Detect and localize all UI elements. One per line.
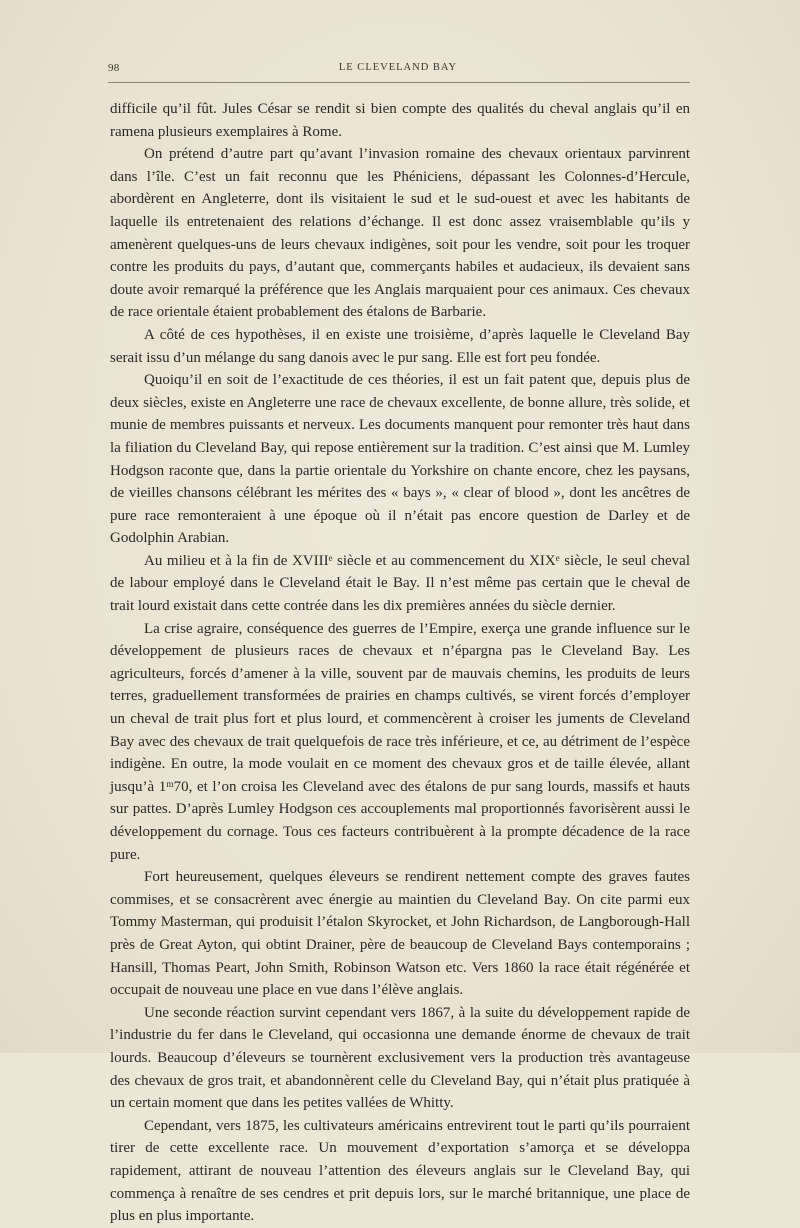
running-title: LE CLEVELAND BAY [338,62,458,73]
page-number: 98 [108,62,120,74]
body-text [110,98,690,1228]
paragraph: Quoiqu’il en soit de l’exactitude de ces théories, il est un fait patent que, depuis plus de deux siècles, existe en Angleterre une race de chevaux excellente, de bonne allure, très solide, et munie de membres puissants et nerveux. Les documents manquent pour remonter très haut dans la filiation du Cleveland Bay, qui repose entièrement sur la tradition. C’est ainsi que M. Lumley Hodgson raconte que, dans la partie orientale du Yorkshire on chante encore, chez les paysans, de vieilles chansons célébrant les mérites des « bays », « clear of blood », dont les ancêtres de pure race remonteraient à une époque où il n’était pas encore question de Darley et de Godolphin Arabian. [110,372,690,547]
paragraph: A côté de ces hypothèses, il en existe une troisième, d’après laquelle le Cleveland Bay serait issu d’un mélange du sang danois avec le pur sang. Elle est fort peu fondée. [110,326,690,366]
paragraph: Fort heureusement, quelques éleveurs se rendirent nettement compte des graves fautes commises, et se consacrèrent avec énergie au maintien du Cleveland Bay. On cite parmi eux Tommy Masterman, qui produisit l’étalon Skyrocket, et John Richardson, de Langborough-Hall près de Great Ayton, qui obtint Drainer, père de beaucoup de Cleveland Bays contemporains ; Hansill, Thomas Peart, John Smith, Robinson Watson etc. Vers 1860 la race était régénérée et occupait de nouveau une place en vue dans l’élève anglais. [110,869,690,999]
paragraph: Au milieu et à la fin de XVIIIᵉ siècle et au commencement du XIXᵉ siècle, le seul cheval de labour employé dans le Cleveland était le Bay. Il n’est même pas certain que le cheval de trait lourd existait dans cette contrée dans les dix premières années du siècle dernier. [110,552,690,615]
header-rule [108,82,690,83]
paragraph: difficile qu’il fût. Jules César se rendit si bien compte des qualités du cheval anglais qu’il en ramena plusieurs exemplaires à Rome. [110,101,690,140]
paragraph: On prétend d’autre part qu’avant l’invasion romaine des chevaux orientaux parvinrent dans l’île. C’est un fait reconnu que les Phéniciens, dépassant les Colonnes-d’Hercule, abordèrent en Angleterre, dont ils visitaient le sud et le sud-ouest et avec les habitants de laquelle ils entretenaient des relations d’échange. Il est donc assez vraisemblable qu’ils y amenèrent quelques-uns de leurs chevaux indigènes, soit pour les vendre, soit pour les troquer contre les produits du pays, d’autant que, commerçants habiles et audacieux, ils devaient sans doute avoir remarqué la préférence que les Anglais marquaient pour ces animaux. Ces chevaux de race orientale étaient probablement des étalons de Barbarie. [110,146,690,321]
paragraph: La crise agraire, conséquence des guerres de l’Empire, exerça une grande influence sur le développement de plusieurs races de chevaux et n’épargna pas le Cleveland Bay. Les agriculteurs, forcés d’amener à la ville, souvent par de mauvais chemins, les produits de leurs terres, graduellement transformées de prairies en champs cultivés, se virent forcés d’employer un cheval de trait plus fort et plus lourd, et commencèrent à croiser les juments de Cleveland Bay avec des chevaux de trait quelquefois de race très inférieure, et ce, au détriment de l’espèce indigène. En outre, la mode voulait en ce moment des chevaux gros et de taille élevée, allant jusqu’à 1ᵐ70, et l’on croisa les Cleveland avec des étalons de pur sang lourds, massifs et hauts sur pattes. D’après Lumley Hodgson ces accouplements mal proportionnés favorisèrent aussi le développement du cornage. Tous ces facteurs contribuèrent à la prompte décadence de la race pure. [110,620,690,863]
paragraph: Cependant, vers 1875, les cultivateurs américains entrevirent tout le parti qu’ils pourraient tirer de cette excellente race. Un mouvement d’exportation s’amorça et se développa rapidement, attirant de nouveau l’attention des éleveurs anglais sur le Cleveland Bay, qui commença à renaître de ses cendres et prit depuis lors, sur le marché britannique, une place de plus en plus importante. [110,1117,690,1225]
paragraph: Une seconde réaction survint cependant vers 1867, à la suite du développement rapide de l’industrie du fer dans le Cleveland, qui occasionna une demande énorme de chevaux de trait lourds. Beaucoup d’éleveurs se tournèrent exclusivement vers la production très avantageuse des chevaux de gros trait, et abandonnèrent celle du Cleveland Bay, qui n’était plus pratiquée à un certain moment que dans les petites vallées de Whitty. [110,1004,690,1112]
page-header [108,62,688,78]
